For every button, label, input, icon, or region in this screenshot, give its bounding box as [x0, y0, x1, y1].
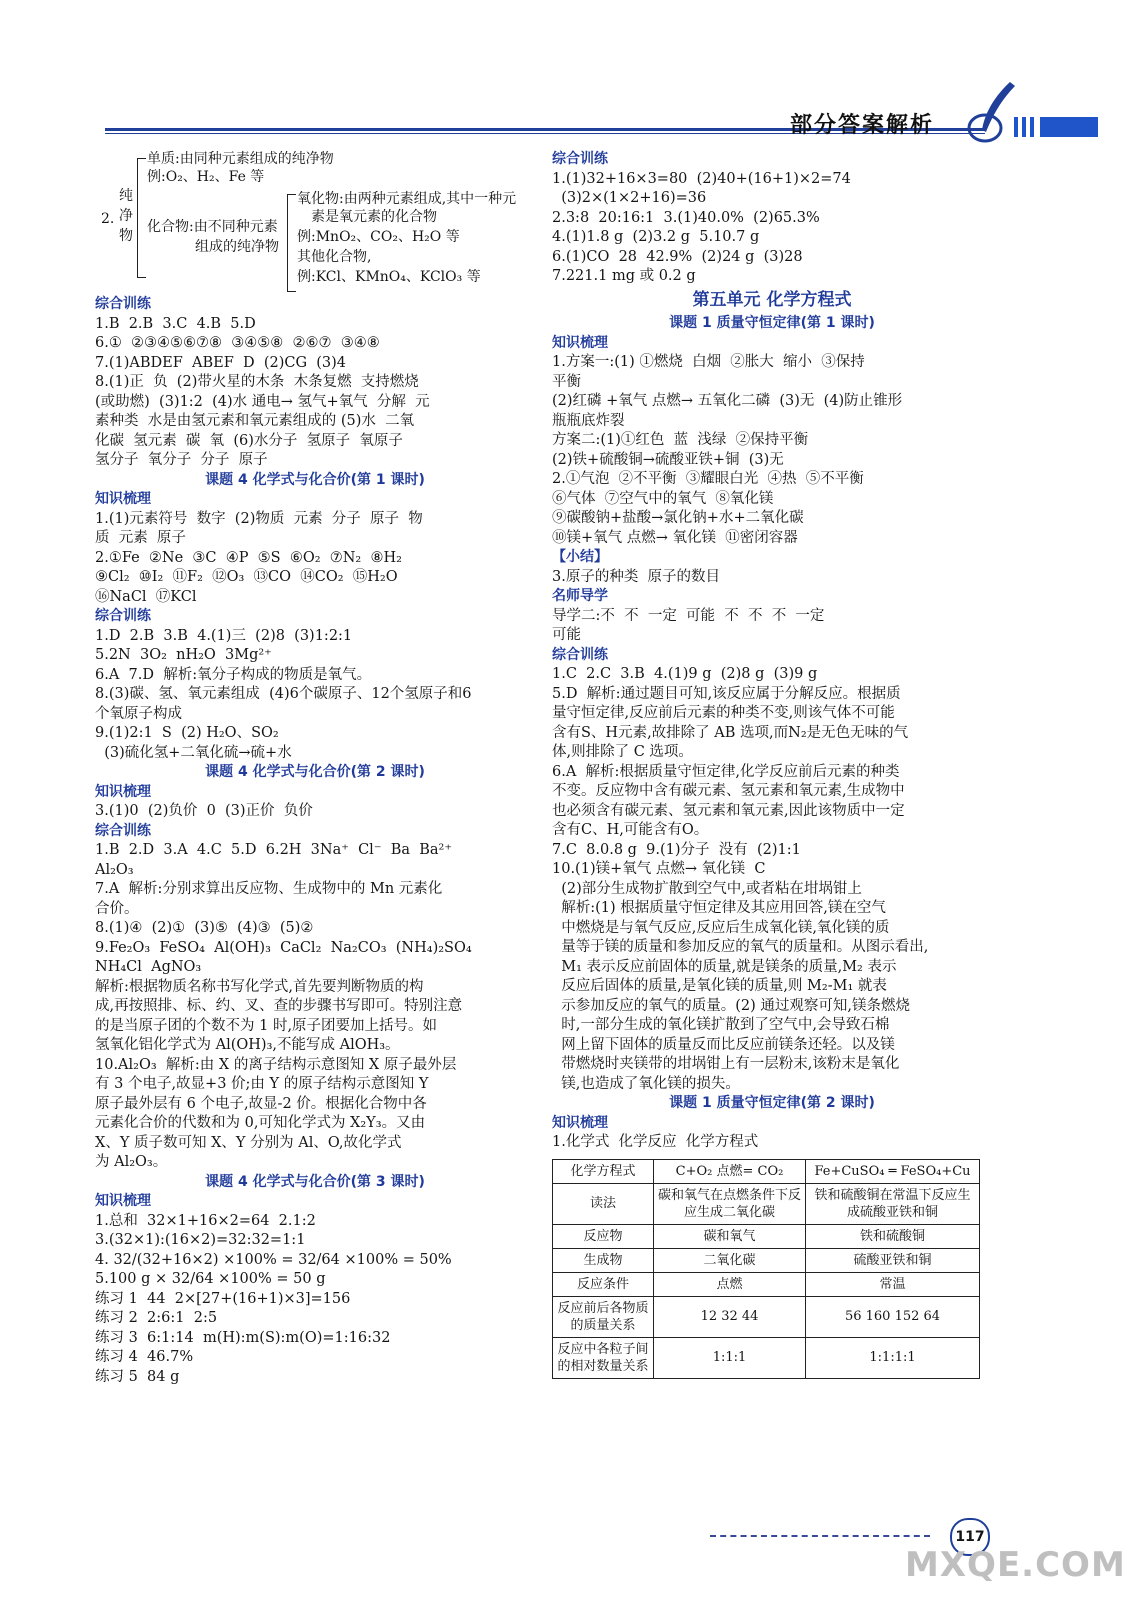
table-row	[553, 1337, 980, 1378]
answer-line: 不变。反应物中含有碳元素、氢元素和氧元素,生成物中	[552, 783, 905, 799]
tree-compound-2: 组成的纯净物	[195, 239, 279, 255]
answer-line: 1.(1)元素符号 数字 (2)物质 元素 分子 原子 物	[95, 510, 423, 527]
table-row	[553, 1183, 980, 1224]
answer-line: 含有C、H,可能含有O。	[552, 822, 709, 838]
unit-title: 第五单元 化学方程式	[692, 289, 852, 310]
table-cell: C+O₂ 点燃= CO₂	[654, 1159, 806, 1183]
answer-line: 1.(1)32+16×3=80 (2)40+(16+1)×2=74	[552, 170, 851, 187]
tree-brace-2	[287, 194, 296, 292]
answer-line: 练习 3 6:1:14 m(H):m(S):m(O)=1:16:32	[95, 1329, 391, 1346]
answer-line: (2)部分生成物扩散到空气中,或者粘在坩埚钳上	[552, 880, 862, 897]
header-stripe	[1014, 117, 1018, 137]
answer-line: 1.C 2.C 3.B 4.(1)9 g (2)8 g (3)9 g	[552, 666, 818, 682]
answer-line: X、Y 质子数可知 X、Y 分别为 Al、O,故化学式	[95, 1134, 402, 1151]
answer-line: 5.100 g × 32/64 ×100% = 50 g	[95, 1271, 326, 1287]
answer-line: 练习 5 84 g	[95, 1368, 180, 1385]
answer-line: 1.方案一:(1) ①燃烧 白烟 ②胀大 缩小 ③保持	[552, 354, 865, 370]
section-heading: 综合训练	[552, 646, 608, 663]
answer-line: 氢分子 氧分子 分子 原子	[95, 452, 268, 468]
answer-line: ⑯NaCl ⑰KCl	[95, 588, 197, 605]
chemical-equation-table	[552, 1159, 980, 1379]
table-cell: Fe+CuSO₄ ═ FeSO₄+Cu	[806, 1159, 980, 1183]
classification-tree	[95, 150, 535, 295]
section-heading: 【小结】	[552, 549, 608, 565]
table-row-header: 化学方程式	[553, 1159, 654, 1183]
right-column	[552, 150, 992, 1379]
answer-line: 瓶瓶底炸裂	[552, 412, 625, 429]
page-header	[0, 0, 1098, 150]
answer-line: ⑨Cl₂ ⑩I₂ ⑪F₂ ⑫O₃ ⑬CO ⑭CO₂ ⑮H₂O	[95, 569, 398, 585]
answer-line: 的是当原子团的个数不为 1 时,原子团要加上括号。如	[95, 1017, 438, 1034]
answer-line: NH₄Cl AgNO₃	[95, 959, 202, 975]
tree-other: 其他化合物,	[297, 249, 372, 265]
answer-line: ⑩镁+氧气 点燃→ 氧化镁 ⑪密闭容器	[552, 529, 798, 546]
answer-line: 氢氧化铝化学式为 Al(OH)₃,不能写成 AlOH₃。	[95, 1037, 400, 1053]
answer-line: 合价。	[95, 900, 139, 917]
table-row	[553, 1159, 980, 1183]
answer-line: 1.B 2.D 3.A 4.C 5.D 6.2H 3Na⁺ Cl⁻ Ba Ba²⁺	[95, 842, 452, 858]
tree-oxide-example: 例:MnO₂、CO₂、H₂O 等	[297, 229, 460, 245]
answer-line: 1.总和 32×1+16×2=64 2.1:2	[95, 1212, 316, 1229]
header-title: 部分答案解析	[790, 113, 935, 138]
tree-num: 2.	[101, 211, 115, 227]
table-cell: 56 160 152 64	[806, 1296, 980, 1337]
table-cell: 铁和硫酸铜	[806, 1224, 980, 1248]
page-number: 117	[950, 1518, 990, 1556]
left-answers	[95, 295, 535, 1387]
answer-line: 网上留下固体的质量反而比反应前镁条还轻。以及镁	[552, 1036, 895, 1053]
answer-line: 个氧原子构成	[95, 705, 182, 722]
answer-line: 3.(1)0 (2)负价 0 (3)正价 负价	[95, 803, 313, 819]
answer-line: 1.B 2.B 3.C 4.B 5.D	[95, 315, 256, 332]
answer-line: 7.(1)ABDEF ABEF D (2)CG (3)4	[95, 354, 347, 371]
tree-pure: 纯净物	[119, 188, 133, 244]
tree-single-example: 例:O₂、H₂、Fe 等	[147, 169, 265, 185]
section-heading: 名师导学	[552, 588, 608, 604]
table-cell: 碳和氧气	[654, 1224, 806, 1248]
table-cell: 1:1:1:1	[806, 1337, 980, 1378]
watermark: MXQE.COM	[905, 1545, 1126, 1585]
answer-line: 时,一部分生成的氧化镁扩散到了空气中,会导致石棉	[552, 1017, 890, 1033]
answer-line: 方案二:(1)①红色 蓝 浅绿 ②保持平衡	[552, 432, 809, 448]
answer-line: 6.(1)CO 28 42.9% (2)24 g (3)28	[552, 248, 803, 265]
answer-line: 含有S、H元素,故排除了 AB 选项,而N₂是无色无味的气	[552, 724, 909, 741]
answer-line: 原子最外层有 6 个电子,故显-2 价。根据化合物中各	[95, 1095, 427, 1112]
answer-line: 4. 32/(32+16×2) ×100% = 32/64 ×100% = 50%	[95, 1251, 452, 1268]
table-cell: 二氧化碳	[654, 1248, 806, 1272]
lesson-title: 课题 4 化学式与化合价(第 2 课时)	[205, 764, 425, 780]
tree-compound: 化合物:由不同种元素	[147, 219, 278, 235]
answer-line: 9.Fe₂O₃ FeSO₄ Al(OH)₃ CaCl₂ Na₂CO₃ (NH₄)₂SO₄	[95, 939, 472, 956]
table-cell: 常温	[806, 1272, 980, 1296]
quill-logo-icon	[955, 78, 1025, 148]
answer-line: 3.原子的种类 原子的数目	[552, 568, 721, 585]
answer-line: 2.3:8 20:16:1 3.(1)40.0% (2)65.3%	[552, 209, 820, 226]
header-stripe	[1030, 117, 1034, 137]
section-heading: 知识梳理	[552, 1114, 608, 1131]
answer-line: 有 3 个电子,故显+3 价;由 Y 的原子结构示意图知 Y	[95, 1076, 429, 1092]
answer-line: 也必须含有碳元素、氢元素和氧元素,因此该物质中一定	[552, 802, 905, 819]
section-heading: 综合训练	[552, 151, 608, 167]
answer-line: 5.D 解析:通过题目可知,该反应属于分解反应。根据质	[552, 685, 901, 702]
table-cell: 1:1:1	[654, 1337, 806, 1378]
lesson-title: 课题 1 质量守恒定律(第 1 课时)	[669, 315, 875, 331]
table-row	[553, 1224, 980, 1248]
table-cell: 点燃	[654, 1272, 806, 1296]
header-stripe	[1022, 117, 1026, 137]
answer-line: 练习 4 46.7%	[95, 1349, 194, 1365]
table-row-header: 反应物	[553, 1224, 654, 1248]
tree-single: 单质:由同种元素组成的纯净物	[147, 151, 334, 167]
answer-line: 示参加反应的氧气的质量。(2) 通过观察可知,镁条燃烧	[552, 997, 910, 1014]
table-cell: 12 32 44	[654, 1296, 806, 1337]
answer-line: (3)硫化氢+二氧化硫→硫+水	[95, 744, 292, 761]
answer-line: 质 元素 原子	[95, 530, 186, 546]
answer-line: 量等于镁的质量和参加反应的氧气的质量和。从图示看出,	[552, 939, 929, 955]
answer-line: 1.化学式 化学反应 化学方程式	[552, 1134, 759, 1150]
answer-line: 8.(1)④ (2)① (3)⑤ (4)③ (5)②	[95, 920, 314, 936]
section-heading: 知识梳理	[95, 783, 151, 800]
table-row-header: 生成物	[553, 1248, 654, 1272]
answer-line: 8.(1)正 负 (2)带火星的木条 木条复燃 支持燃烧	[95, 374, 419, 390]
table-cell: 铁和硫酸铜在常温下反应生成硫酸亚铁和铜	[806, 1183, 980, 1224]
answer-line: M₁ 表示反应前固体的质量,就是镁条的质量,M₂ 表示	[552, 958, 897, 975]
answer-line: 带燃烧时夹镁带的坩埚钳上有一层粉末,该粉末是氧化	[552, 1056, 900, 1072]
answer-line: (或助燃) (3)1:2 (4)水 通电→ 氢气+氧气 分解 元	[95, 393, 430, 410]
section-heading: 综合训练	[95, 296, 151, 312]
tree-oxide: 氧化物:由两种元素组成,其中一种元	[297, 191, 517, 207]
answer-line: 5.2N 3O₂ nH₂O 3Mg²⁺	[95, 647, 272, 663]
header-bar	[1040, 117, 1098, 137]
section-heading: 知识梳理	[95, 1193, 151, 1209]
tree-oxide-2: 素是氧元素的化合物	[311, 209, 437, 225]
left-column	[95, 150, 535, 1387]
answer-line: 练习 2 2:6:1 2:5	[95, 1310, 218, 1326]
section-heading: 知识梳理	[95, 491, 151, 507]
answer-line: 10.(1)镁+氧气 点燃→ 氧化镁 C	[552, 861, 766, 877]
answer-line: ⑥气体 ⑦空气中的氧气 ⑧氧化镁	[552, 490, 774, 507]
answer-line: 1.D 2.B 3.B 4.(1)三 (2)8 (3)1:2:1	[95, 627, 353, 644]
answer-line: (3)2×(1×2+16)=36	[552, 190, 707, 206]
table-row	[553, 1248, 980, 1272]
answer-line: 9.(1)2:1 S (2) H₂O、SO₂	[95, 725, 279, 741]
answer-line: 体,则排除了 C 选项。	[552, 744, 693, 760]
table-row-header: 读法	[553, 1183, 654, 1224]
answer-line: 量守恒定律,反应前后元素的种类不变,则该气体不可能	[552, 705, 895, 721]
answer-line: Al₂O₃	[95, 861, 134, 878]
table-row-header: 反应前后各物质的质量关系	[553, 1296, 654, 1337]
table-cell: 硫酸亚铁和铜	[806, 1248, 980, 1272]
tree-other-example: 例:KCl、KMnO₄、KClO₃ 等	[297, 269, 481, 285]
answer-line: 中燃烧是与氧气反应,反应后生成氧化镁,氧化镁的质	[552, 919, 890, 936]
answer-line: 平衡	[552, 373, 581, 390]
answer-line: 成,再按照排、标、约、叉、查的步骤书写即可。特别注意	[95, 998, 463, 1014]
answer-line: (2)红磷 +氧气 点燃→ 五氧化二磷 (3)无 (4)防止锥形	[552, 393, 903, 409]
lesson-title: 课题 4 化学式与化合价(第 1 课时)	[205, 471, 425, 488]
section-heading: 综合训练	[95, 608, 151, 624]
answer-line: 7.C 8.0.8 g 9.(1)分子 没有 (2)1:1	[552, 841, 801, 858]
answer-line: 2.①Fe ②Ne ③C ④P ⑤S ⑥O₂ ⑦N₂ ⑧H₂	[95, 549, 402, 566]
answer-line: 3.(32×1):(16×2)=32:32=1:1	[95, 1232, 306, 1248]
answer-line: 6.A 7.D 解析:氧分子构成的物质是氧气。	[95, 666, 372, 683]
table-cell: 碳和氧气在点燃条件下反应生成二氧化碳	[654, 1183, 806, 1224]
footer-dashes	[710, 1535, 930, 1537]
answer-line: 素种类 水是由氢元素和氧元素组成的 (5)水 二氧	[95, 413, 415, 429]
answer-line: 化碳 氢元素 碳 氧 (6)水分子 氢原子 氧原子	[95, 432, 403, 449]
answer-line: 2.①气泡 ②不平衡 ③耀眼白光 ④热 ⑤不平衡	[552, 471, 864, 487]
answer-line: 6.A 解析:根据质量守恒定律,化学反应前后元素的种类	[552, 763, 900, 780]
answer-line: 4.(1)1.8 g (2)3.2 g 5.10.7 g	[552, 229, 760, 245]
answer-line: 镁,也造成了氧化镁的损失。	[552, 1075, 740, 1092]
answer-line: 可能	[552, 627, 581, 643]
answer-line: 8.(3)碳、氢、氧元素组成 (4)6个碳原子、12个氢原子和6	[95, 686, 472, 702]
table-row	[553, 1272, 980, 1296]
answer-line: ⑨碳酸钠+盐酸→氯化钠+水+二氧化碳	[552, 510, 804, 526]
answer-line: 7.221.1 mg 或 0.2 g	[552, 268, 696, 284]
table-row	[553, 1296, 980, 1337]
section-heading: 知识梳理	[552, 334, 608, 351]
answer-line: 解析:(1) 根据质量守恒定律及其应用回答,镁在空气	[552, 900, 886, 916]
answer-line: 10.Al₂O₃ 解析:由 X 的离子结构示意图知 X 原子最外层	[95, 1056, 457, 1073]
lesson-title: 课题 4 化学式与化合价(第 3 课时)	[205, 1173, 425, 1190]
answer-line: (2)铁+硫酸铜→硫酸亚铁+铜 (3)无	[552, 451, 784, 468]
tree-brace	[137, 158, 146, 278]
answer-line: 元素化合价的代数和为 0,可知化学式为 X₂Y₃。又由	[95, 1115, 426, 1131]
answer-line: 导学二:不 不 一定 可能 不 不 不 一定	[552, 607, 825, 624]
right-answers	[552, 150, 992, 1153]
answer-line: 反应后固体的质量,是氧化镁的质量,则 M₂-M₁ 就表	[552, 978, 887, 994]
answer-line: 7.A 解析:分别求算出反应物、生成物中的 Mn 元素化	[95, 881, 443, 897]
answer-line: 为 Al₂O₃。	[95, 1154, 168, 1170]
table-row-header: 反应中各粒子间的相对数量关系	[553, 1337, 654, 1378]
answer-line: 练习 1 44 2×[27+(16+1)×3]=156	[95, 1290, 351, 1307]
answer-line: 6.① ②③④⑤⑥⑦⑧ ③④⑤⑧ ②⑥⑦ ③④⑧	[95, 335, 380, 351]
section-heading: 综合训练	[95, 822, 151, 839]
lesson-title: 课题 1 质量守恒定律(第 2 课时)	[669, 1095, 875, 1111]
answer-line: 解析:根据物质名称书写化学式,首先要判断物质的构	[95, 978, 424, 995]
table-row-header: 反应条件	[553, 1272, 654, 1296]
